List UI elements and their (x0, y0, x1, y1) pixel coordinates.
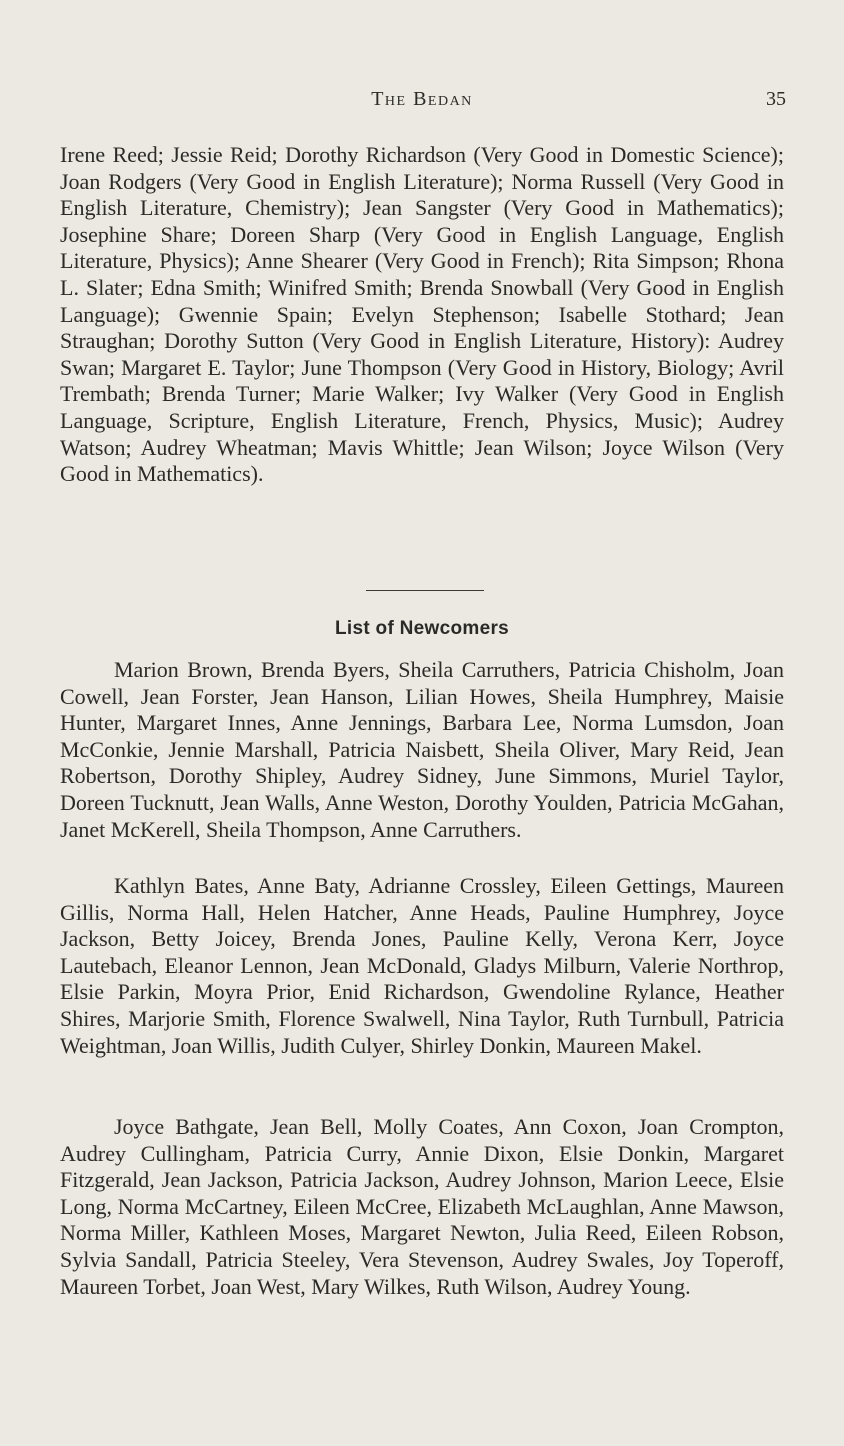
section-divider (366, 590, 484, 591)
page-number: 35 (766, 88, 786, 110)
newcomers-paragraph-2: Kathlyn Bates, Anne Baty, Adrianne Crossley, Eileen Gettings, Maureen Gillis, Norma Hall, Helen Hatcher, Anne Heads, Pauline Humphrey, Joyce Jackson, Betty Joicey, Brenda Jones, Pauline Kelly, Verona Kerr, Joyce Lautebach, Eleanor Lennon, Jean McDonald, Gladys Milburn, Valerie Northrop, Elsie Parkin, Moyra Prior, Enid Richardson, Gwendoline Rylance, Heather Shires, Marjorie Smith, Florence Swalwell, Nina Taylor, Ruth Turnbull, Patricia Weightman, Joan Willis, Judith Culyer, Shirley Donkin, Maureen Makel. (60, 873, 784, 1058)
running-title: The Bedan (371, 88, 473, 110)
page-header (0, 88, 844, 118)
section-heading: List of Newcomers (334, 618, 510, 639)
newcomers-paragraph-3: Joyce Bathgate, Jean Bell, Molly Coates, Ann Coxon, Joan Crompton, Audrey Cullingham, Patricia Curry, Annie Dixon, Elsie Donkin, Margaret Fitzgerald, Jean Jackson, Patricia Jackson, Audrey Johnson, Marion Leece, Elsie Long, Norma McCartney, Eileen McCree, Elizabeth McLaughlan, Anne Mawson, Norma Miller, Kathleen Moses, Margaret Newton, Julia Reed, Eileen Robson, Sylvia Sandall, Patricia Steeley, Vera Stevenson, Audrey Swales, Joy Toperoff, Maureen Torbet, Joan West, Mary Wilkes, Ruth Wilson, Audrey Young. (60, 1114, 784, 1299)
newcomers-paragraph-1: Marion Brown, Brenda Byers, Sheila Carruthers, Patricia Chisholm, Joan Cowell, Jean Forster, Jean Hanson, Lilian Howes, Sheila Humphrey, Maisie Hunter, Margaret Innes, Anne Jennings, Barbara Lee, Norma Lumsdon, Joan McConkie, Jennie Marshall, Patricia Naisbett, Sheila Oliver, Mary Reid, Jean Robertson, Dorothy Shipley, Audrey Sidney, June Simmons, Muriel Taylor, Doreen Tucknutt, Jean Walls, Anne Weston, Dorothy Youlden, Patricia McGahan, Janet McKerell, Sheila Thompson, Anne Carruthers. (60, 657, 784, 842)
results-continued-paragraph: Irene Reed; Jessie Reid; Dorothy Richardson (Very Good in Domestic Science); Joan Rodgers (Very Good in English Literature); Norma Russell (Very Good in English Literature, Chemistry); Jean Sangster (Very Good in Mathematics); Josephine Share; Doreen Sharp (Very Good in English Language, English Literature, Physics); Anne Shearer (Very Good in French); Rita Simpson; Rhona L. Slater; Edna Smith; Winifred Smith; Brenda Snowball (Very Good in English Language); Gwennie Spain; Evelyn Stephenson; Isabelle Stothard; Jean Straughan; Dorothy Sutton (Very Good in English Literature, History): Audrey Swan; Margaret E. Taylor; June Thompson (Very Good in History, Biology; Avril Trembath; Brenda Turner; Marie Walker; Ivy Walker (Very Good in English Language, Scripture, English Literature, French, Physics, Music); Audrey Watson; Audrey Wheatman; Mavis Whittle; Jean Wilson; Joyce Wilson (Very Good in Mathematics). (60, 142, 784, 487)
